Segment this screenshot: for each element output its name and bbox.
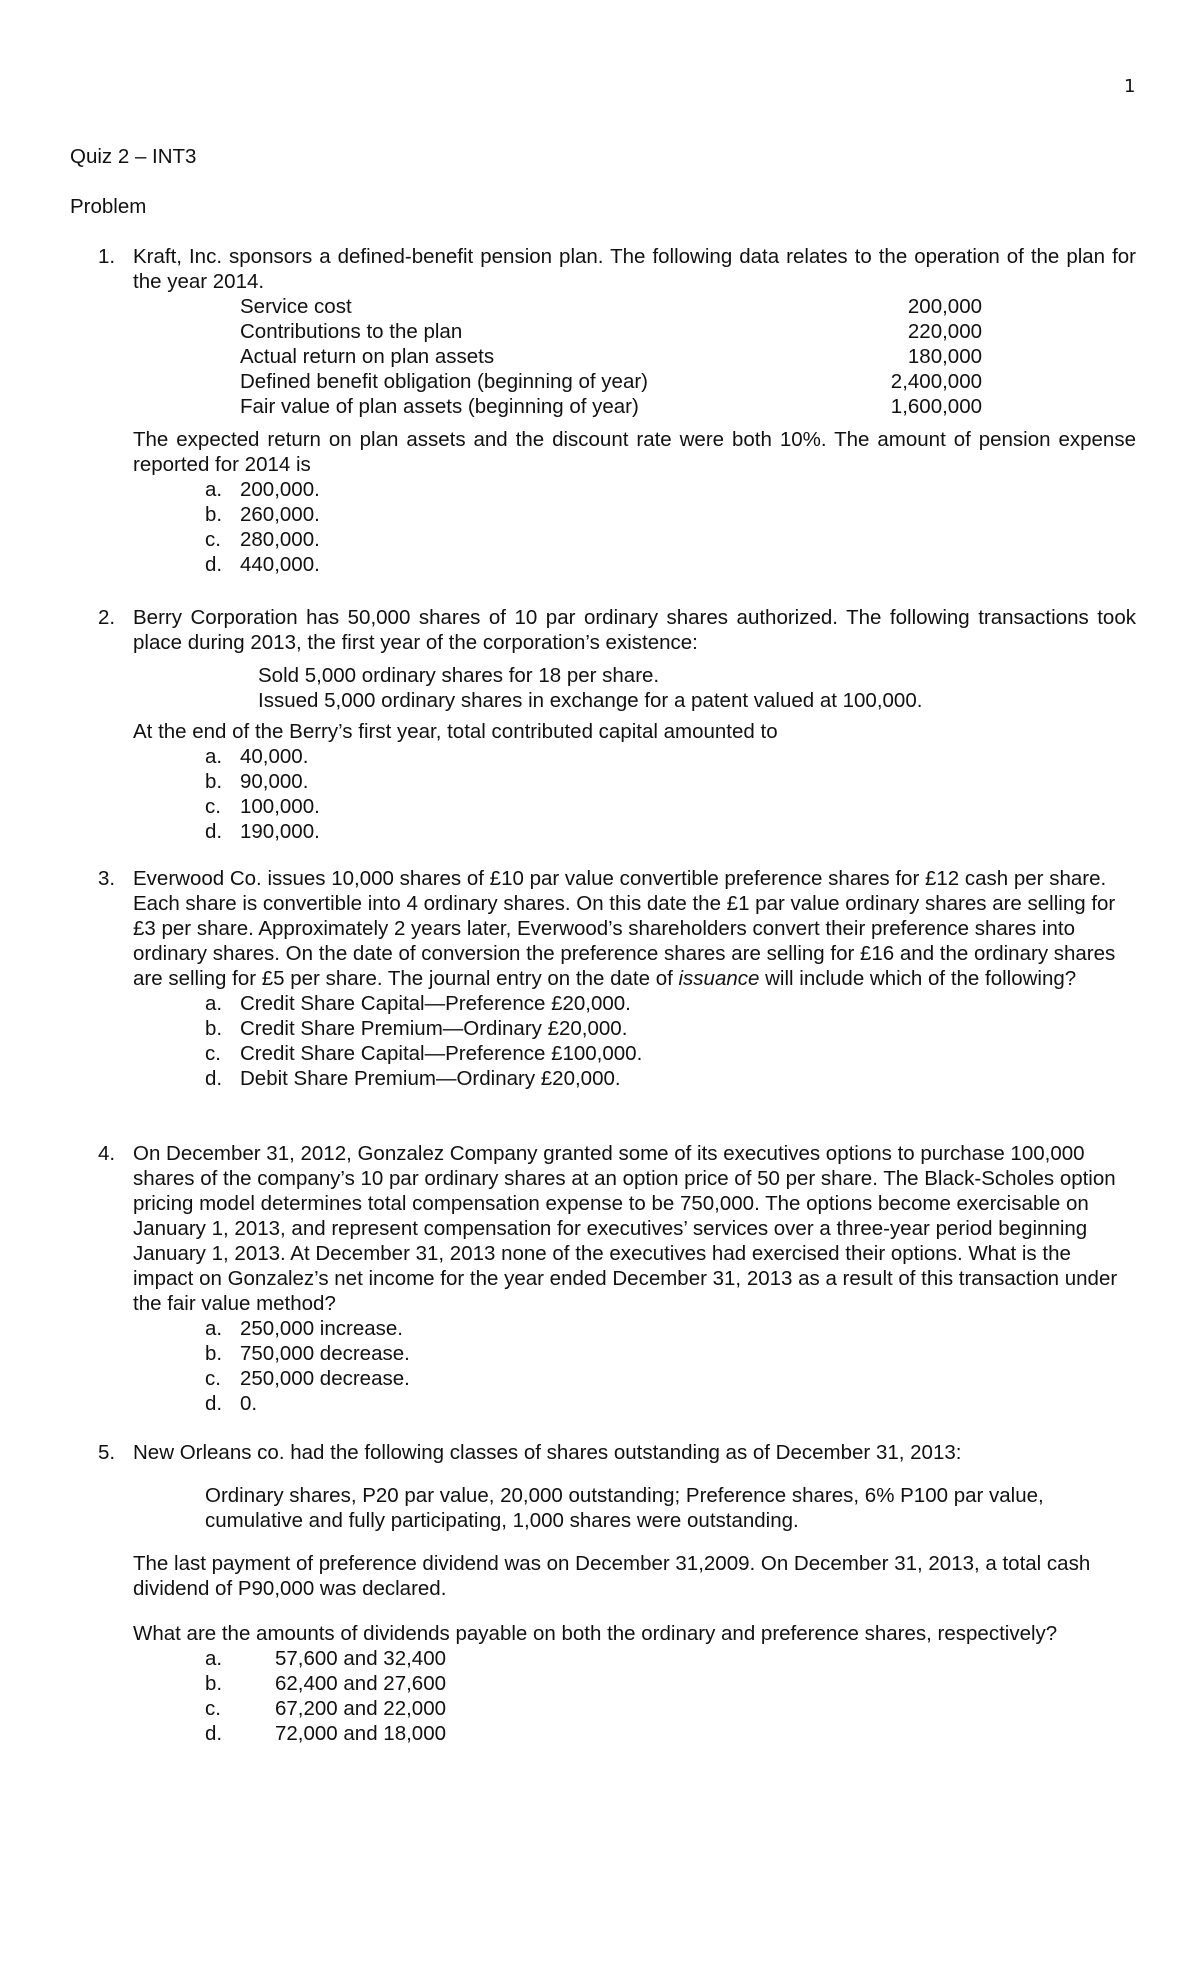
option-b: b. Credit Share Premium—Ordinary £20,000. bbox=[205, 1017, 628, 1040]
share-classes: Ordinary shares, P20 par value, 20,000 outstanding; Preference shares, 6% P100 par value, cumulative and fully participating, 1,000 shares were outstanding. bbox=[205, 1484, 1044, 1532]
emphasis: issuance bbox=[678, 967, 760, 990]
row-label: Fair value of plan assets (beginning of year) bbox=[240, 395, 639, 418]
option-a: a. 40,000. bbox=[205, 745, 309, 768]
quiz-title: Quiz 2 – INT3 bbox=[70, 145, 197, 168]
table-row bbox=[240, 294, 982, 319]
page-number: 1 bbox=[1124, 76, 1136, 97]
row-label: Service cost bbox=[240, 295, 352, 318]
question-1 bbox=[70, 244, 1136, 577]
answer-options bbox=[205, 744, 1136, 844]
question-number: 3. bbox=[98, 867, 116, 890]
option-c: c. 67,200 and 22,000 bbox=[205, 1697, 446, 1720]
option-d: d. 0. bbox=[205, 1392, 258, 1415]
option-a: a. Credit Share Capital—Preference £20,000. bbox=[205, 992, 631, 1015]
question-stem: Everwood Co. issues 10,000 shares of £10 par value convertible preference shares for £12 cash per share. Each share is convertible into 4 ordinary shares. On this date the £1 par value ordinary shares are selling for £3 per share. Approximately 2 years later, Everwood’s shareholders convert their preference shares into ordinary shares. On the date of conversion the preference shares are selling for £16 and the ordinary shares are selling for £5 per share. The journal entry on the date of issuance will include which of the following? bbox=[133, 867, 1116, 990]
question-2 bbox=[70, 605, 1136, 844]
option-b: b. 62,400 and 27,600 bbox=[205, 1672, 446, 1695]
question-number: 2. bbox=[98, 606, 116, 629]
transaction-line: Issued 5,000 ordinary shares in exchange for a patent valued at 100,000. bbox=[258, 689, 923, 712]
option-c: c. 250,000 decrease. bbox=[205, 1367, 410, 1390]
table-row bbox=[240, 319, 982, 344]
answer-options bbox=[205, 1316, 1136, 1416]
option-c: c. 280,000. bbox=[205, 528, 320, 551]
row-value: 2,400,000 bbox=[890, 370, 982, 393]
table-row bbox=[240, 369, 982, 394]
option-b: b. 260,000. bbox=[205, 503, 320, 526]
question-prompt: The expected return on plan assets and the discount rate were both 10%. The amount of pension expense reported for 2014 is bbox=[133, 428, 1136, 476]
table-row bbox=[240, 394, 982, 419]
question-number: 1. bbox=[98, 245, 116, 268]
row-value: 200,000 bbox=[907, 295, 982, 318]
question-5 bbox=[70, 1440, 1136, 1746]
answer-options bbox=[205, 991, 1136, 1091]
section-label: Problem bbox=[70, 195, 147, 218]
option-a: a. 57,600 and 32,400 bbox=[205, 1647, 446, 1670]
option-c: c. 100,000. bbox=[205, 795, 320, 818]
row-label: Actual return on plan assets bbox=[240, 345, 495, 368]
question-prompt: At the end of the Berry’s first year, total contributed capital amounted to bbox=[133, 720, 778, 743]
question-number: 4. bbox=[98, 1142, 116, 1165]
pension-data-table bbox=[240, 294, 982, 419]
question-prompt: What are the amounts of dividends payable on both the ordinary and preference shares, respectively? bbox=[133, 1622, 1058, 1645]
question-4 bbox=[70, 1141, 1136, 1416]
question-stem: Kraft, Inc. sponsors a defined-benefit pension plan. The following data relates to the operation of the plan for the year 2014. bbox=[133, 245, 1136, 293]
option-b: b. 90,000. bbox=[205, 770, 309, 793]
question-stem: New Orleans co. had the following classes of shares outstanding as of December 31, 2013: bbox=[133, 1441, 962, 1464]
row-value: 220,000 bbox=[907, 320, 982, 343]
answer-options bbox=[205, 1646, 1136, 1746]
row-label: Contributions to the plan bbox=[240, 320, 463, 343]
option-a: a. 250,000 increase. bbox=[205, 1317, 403, 1340]
option-d: d. 440,000. bbox=[205, 553, 320, 576]
row-label: Defined benefit obligation (beginning of year) bbox=[240, 370, 648, 393]
question-stem: Berry Corporation has 50,000 shares of 10 par ordinary shares authorized. The following transactions took place during 2013, the first year of the corporation’s existence: bbox=[133, 606, 1136, 654]
row-value: 1,600,000 bbox=[890, 395, 982, 418]
table-row bbox=[240, 344, 982, 369]
option-a: a. 200,000. bbox=[205, 478, 320, 501]
transaction-line: Sold 5,000 ordinary shares for 18 per share. bbox=[258, 664, 660, 687]
question-number: 5. bbox=[98, 1441, 116, 1464]
option-b: b. 750,000 decrease. bbox=[205, 1342, 410, 1365]
option-c: c. Credit Share Capital—Preference £100,000. bbox=[205, 1042, 643, 1065]
answer-options bbox=[205, 477, 1136, 577]
option-d: d. 190,000. bbox=[205, 820, 320, 843]
question-stem: On December 31, 2012, Gonzalez Company granted some of its executives options to purchase 100,000 shares of the company’s 10 par ordinary shares at an option price of 50 per share. The Black-Scholes option pricing model determines total compensation expense to be 750,000. The options become exercisable on January 1, 2013, and represent compensation for executives’ services over a three-year period beginning January 1, 2013. At December 31, 2013 none of the executives had exercised their options. What is the impact on Gonzalez’s net income for the year ended December 31, 2013 as a result of this transaction under the fair value method? bbox=[133, 1142, 1118, 1315]
row-value: 180,000 bbox=[907, 345, 982, 368]
option-d: d. 72,000 and 18,000 bbox=[205, 1722, 446, 1745]
dividend-info: The last payment of preference dividend was on December 31,2009. On December 31, 2013, a total cash dividend of P90,000 was declared. bbox=[133, 1552, 1091, 1600]
question-3 bbox=[70, 866, 1136, 1091]
option-d: d. Debit Share Premium—Ordinary £20,000. bbox=[205, 1067, 621, 1090]
